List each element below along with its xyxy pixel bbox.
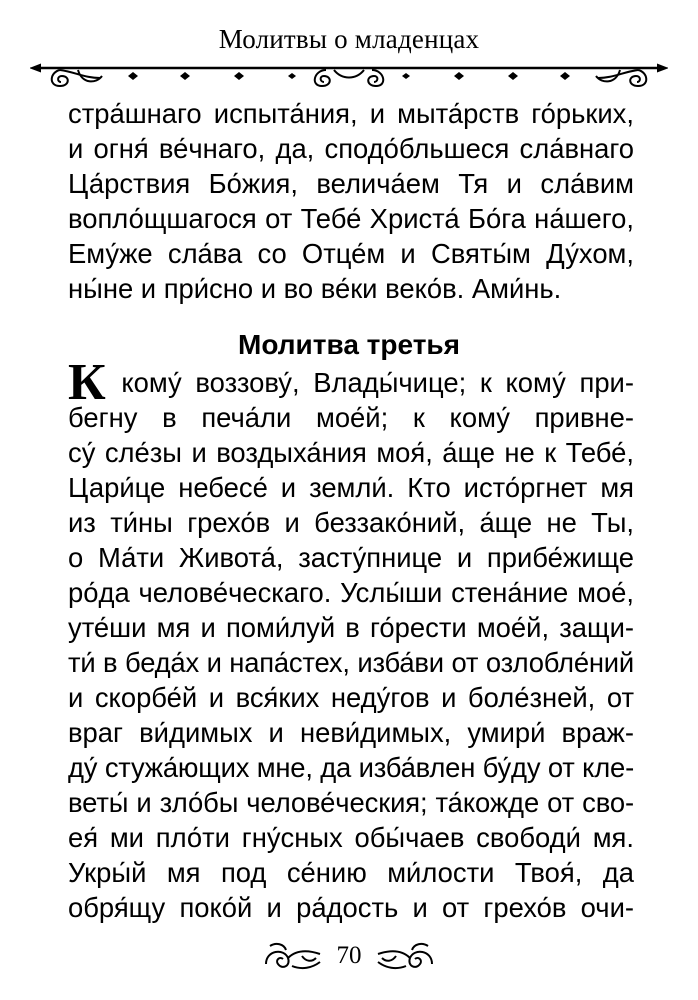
text-line-first — [68, 354, 634, 411]
text-line: Ца́рствия Бо́жия, велича́ем Тя и сла́вим — [68, 168, 634, 199]
prayer-heading: Молитва третья — [238, 329, 460, 360]
text-line: бегну в печа́ли мое́й; к кому́ привне- — [68, 402, 634, 433]
first-line-text: кому́ воззову́, Влады́чице; к кому́ при- — [121, 367, 634, 398]
page-number: 70 — [336, 942, 362, 969]
text-line: о Ма́ти Живота́, засту́пнице и прибе́жище — [68, 542, 634, 573]
text-line: ны́не и при́сно и во ве́ки веко́в. Ами́нь. — [68, 273, 562, 304]
header-ornament-rule — [30, 56, 668, 92]
text-line: стра́шнаго испыта́ния, и мыта́рств го́рьких, — [68, 98, 634, 129]
drop-cap: К — [68, 354, 106, 411]
page-footer — [0, 936, 698, 980]
running-title: Молитвы о младенцах — [218, 24, 480, 54]
text-line: Цари́це небесе́ и земли́. Кто исто́ргнет мя — [68, 472, 634, 503]
paragraph-continuation — [68, 96, 634, 306]
text-line: ду́ стужа́ющих мне, да изба́влен бу́ду от кле- — [68, 752, 634, 783]
text-line: вопло́щшагося от Тебе́ Христа́ Бо́га на́шего, — [68, 203, 634, 234]
text-line: из ти́ны грехо́в и беззако́ний, а́ще не Ты, — [68, 507, 634, 538]
text-line: ти́ в беда́х и напа́стех, изба́ви от озлобле́ний — [68, 647, 634, 678]
text-line: Ему́же сла́ва со Отце́м и Святы́м Ду́хом, — [68, 238, 634, 269]
text-line: и огня́ ве́чнаго, да, сподо́бльшеся сла́внаго — [68, 133, 634, 164]
text-line: и скорбе́й и вся́ких неду́гов и боле́зней, от — [68, 682, 634, 713]
prayer-text — [68, 354, 634, 925]
text-line: ро́да челове́ческаго. Услы́ши стена́ние мое́, — [68, 577, 634, 608]
footer-ornament-left — [262, 940, 324, 974]
text-line: су́ сле́зы и воздыха́ния моя́, а́ще не к Тебе́, — [68, 437, 634, 468]
text-line: Укры́й мя под се́нию ми́лости Твоя́, да — [68, 857, 634, 888]
text-line: обря́щу поко́й и ра́дость и от грехо́в очи- — [68, 892, 634, 923]
text-line: уте́ши мя и поми́луй в го́рести мое́й, защи- — [68, 612, 634, 643]
text-line: веты́ и зло́бы челове́ческия; та́кожде от сво- — [68, 787, 634, 818]
footer-ornament-right — [374, 940, 436, 974]
text-line: враг ви́димых и неви́димых, умири́ враж- — [68, 717, 634, 748]
text-line: ея́ ми пло́ти гну́сных обы́чаев свободи́ мя. — [68, 822, 634, 853]
